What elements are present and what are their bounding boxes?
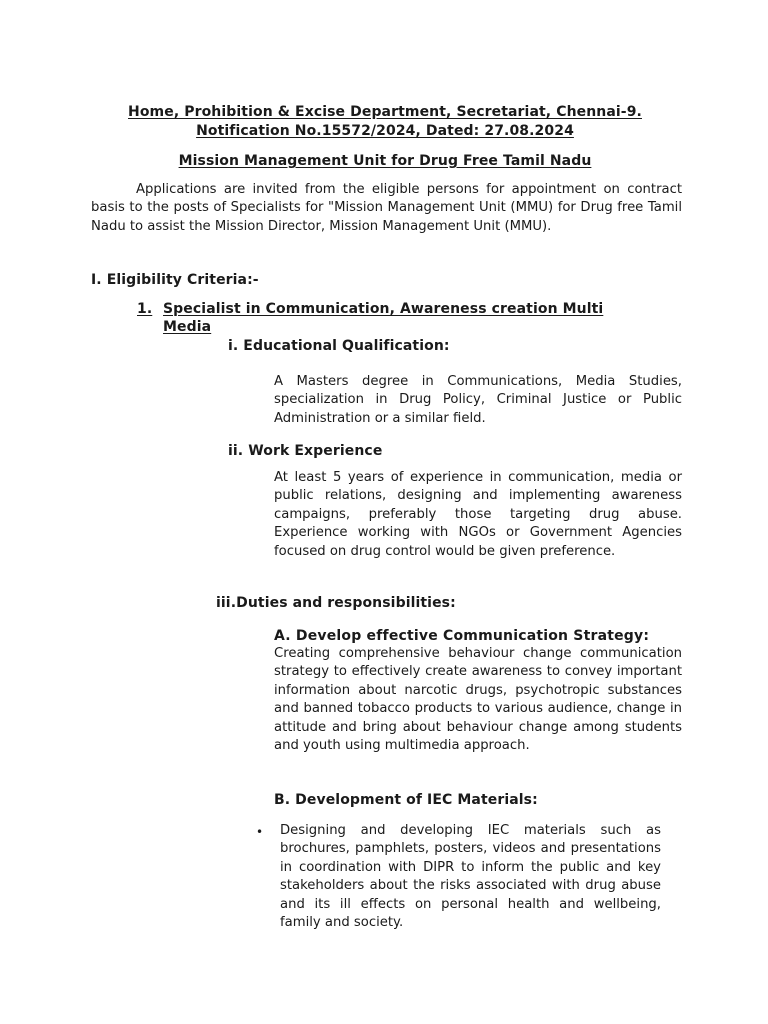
document-title: Mission Management Unit for Drug Free Tamil Nadu <box>178 153 592 169</box>
iec-materials-bullet-text: Designing and developing IEC materials such as brochures, pamphlets, posters, videos and presentations in coordination with DIPR to inform the public and key stakeholders about the risks associated with drug abuse and its ill effects on personal health and wellbeing, family and society. <box>280 823 661 931</box>
notification-number: Notification No.15572/2024, Dated: 27.08.2024 <box>196 123 574 139</box>
eligibility-criteria-heading: I. Eligibility Criteria:- <box>91 272 259 288</box>
bullet-icon: • <box>256 825 264 839</box>
department-header: Home, Prohibition & Excise Department, Secretariat, Chennai-9. <box>128 104 642 120</box>
communication-strategy-heading: A. Develop effective Communication Strategy: <box>274 628 650 644</box>
intro-paragraph: Applications are invited from the eligible persons for appointment on contract basis to the posts of Specialists for "Mission Management Unit (MMU) for Drug free Tamil Nadu to assist the Mission Director, Mission Management Unit (MMU). <box>91 182 682 234</box>
work-experience-heading: ii. Work Experience <box>228 443 383 459</box>
educational-qualification-heading: i. Educational Qualification: <box>228 338 450 354</box>
item-title-line2: Media <box>163 319 212 335</box>
duties-heading: iii.Duties and responsibilities: <box>216 595 456 611</box>
item-number: 1. <box>137 301 153 317</box>
communication-strategy-text: Creating comprehensive behaviour change communication strategy to effectively create awareness to convey important information about narcotic drugs, psychotropic substances and banned tobacco products to various audience, change in attitude and bring about behaviour change among students and youth using multimedia approach. <box>274 646 682 754</box>
iec-materials-heading: B. Development of IEC Materials: <box>274 792 538 808</box>
item-title-line1: Specialist in Communication, Awareness creation Multi <box>163 301 604 317</box>
educational-qualification-text: A Masters degree in Communications, Media Studies, specialization in Drug Policy, Criminal Justice or Public Administration or a similar field. <box>274 374 682 426</box>
work-experience-text: At least 5 years of experience in communication, media or public relations, designing and implementing awareness campaigns, preferably those targeting drug abuse. Experience working with NGOs or Government Agencies focused on drug control would be given preference. <box>274 470 682 559</box>
